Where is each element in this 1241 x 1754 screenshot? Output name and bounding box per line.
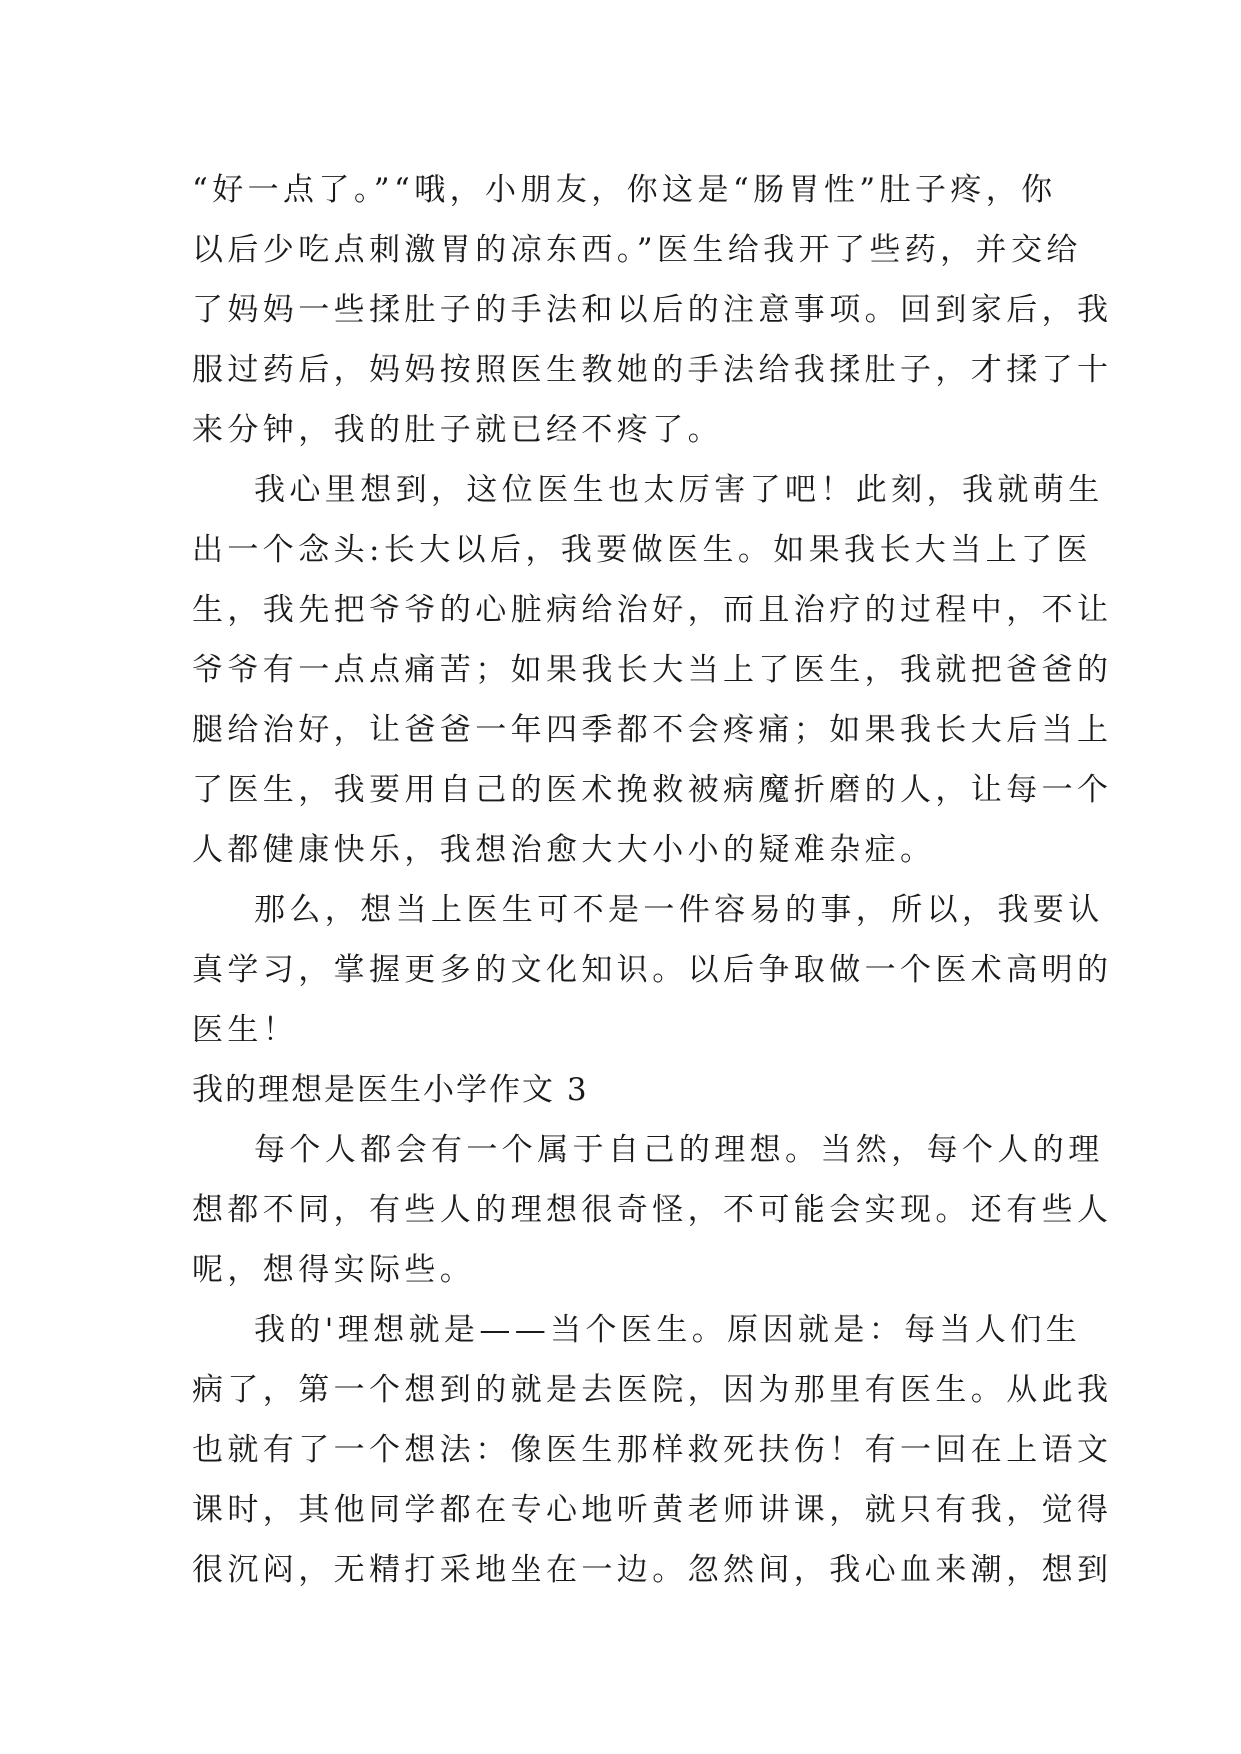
text-line: 我心里想到，这位医生也太厉害了吧！此刻，我就萌生 [254,472,1104,508]
text-line: 以后少吃点刺激胃的凉东西。”医生给我开了些药，并交给 [192,232,1082,268]
text-line: 爷爷有一点点痛苦；如果我长大当上了医生，我就把爸爸的 [192,652,1113,688]
text-line: 想都不同，有些人的理想很奇怪，不可能会实现。还有些人 [192,1192,1113,1228]
text-line: 来分钟，我的肚子就已经不疼了。 [192,412,723,448]
text-line: 课时，其他同学都在专心地听黄老师讲课，就只有我，觉得 [192,1492,1113,1528]
paragraph-3 [192,880,1113,1060]
text-line: 出一个念头:长大以后，我要做医生。如果我长大当上了医 [192,532,1092,568]
section-heading: 我的理想是医生小学作文 3 [192,1072,589,1108]
text-line: 我的'理想就是——当个医生。原因就是：每当人们生 [254,1312,1082,1348]
text-line: 了医生，我要用自己的医术挽救被病魔折磨的人，让每一个 [192,772,1113,808]
text-line: 呢，想得实际些。 [192,1252,476,1288]
text-line: 人都健康快乐，我想治愈大大小小的疑难杂症。 [192,832,936,868]
text-line: 每个人都会有一个属于自己的理想。当然，每个人的理 [254,1132,1104,1168]
paragraph-2 [192,460,1113,880]
text-line: 生，我先把爷爷的心脏病给治好，而且治疗的过程中，不让 [192,592,1113,628]
text-line: 很沉闷，无精打采地坐在一边。忽然间，我心血来潮，想到 [192,1552,1113,1588]
paragraph-5 [192,1300,1113,1600]
text-line: 病了，第一个想到的就是去医院，因为那里有医生。从此我 [192,1372,1113,1408]
text-line: “好一点了。”“哦，小朋友，你这是“肠胃性”肚子疼，你 [192,172,1057,208]
text-line: 服过药后，妈妈按照医生教她的手法给我揉肚子，才揉了十 [192,352,1113,388]
text-line: 真学习，掌握更多的文化知识。以后争取做一个医术高明的 [192,952,1113,988]
text-line: 也就有了一个想法：像医生那样救死扶伤！有一回在上语文 [192,1432,1113,1468]
document-body [192,160,1113,1600]
text-line: 腿给治好，让爸爸一年四季都不会疼痛；如果我长大后当上 [192,712,1113,748]
text-line: 了妈妈一些揉肚子的手法和以后的注意事项。回到家后，我 [192,292,1113,328]
text-line: 医生！ [192,1012,299,1048]
paragraph-4 [192,1120,1113,1300]
text-line: 那么，想当上医生可不是一件容易的事，所以，我要认 [254,892,1104,928]
paragraph-1 [192,160,1113,460]
